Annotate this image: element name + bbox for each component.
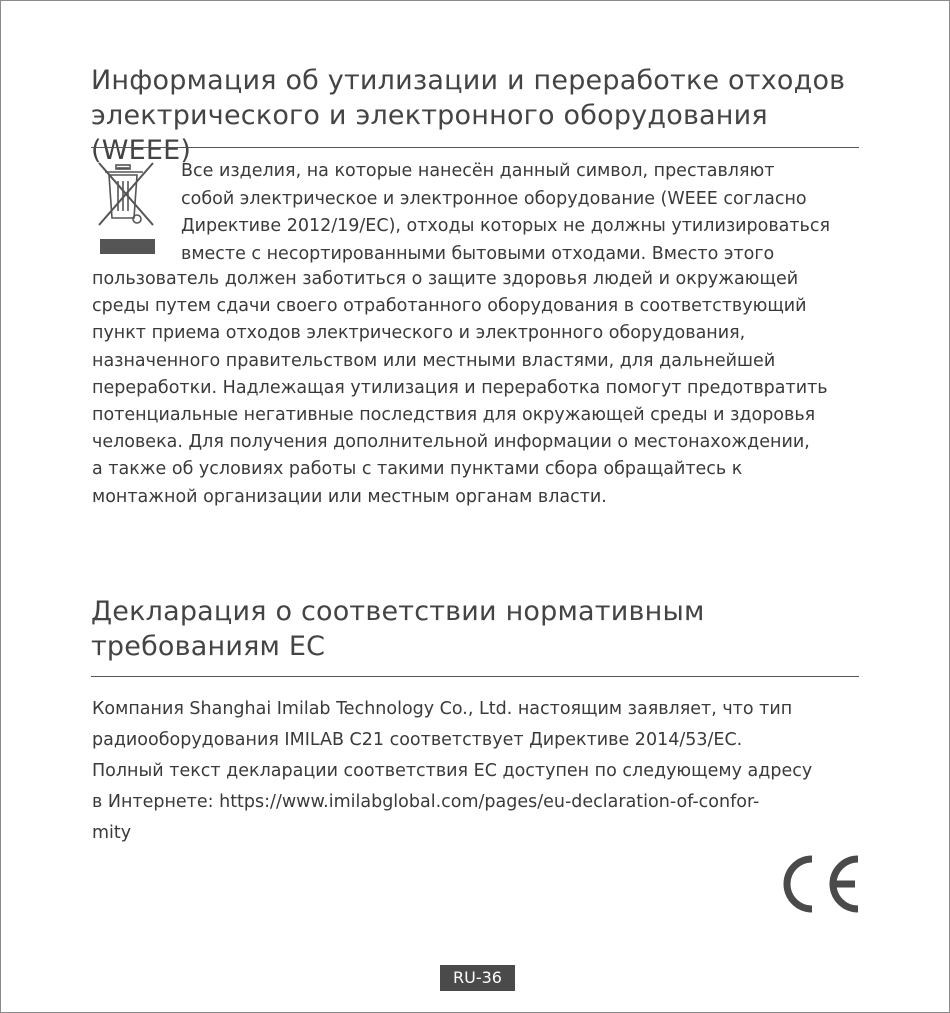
paragraph-line: вместе с несортированными бытовыми отходами. Вместо этого [181,243,775,264]
declaration-heading-rule [91,676,859,677]
paragraph-line: человека. Для получения дополнительной информации о местонахождении, [92,432,810,453]
paragraph-line: переработки. Надлежащая утилизация и переработка помогут предотвратить [92,377,828,398]
declaration-url-line: mity [92,823,132,843]
paragraph-line: Компания Shanghai Imilab Technology Co., Ltd. настоящим заявляет, что тип [92,699,793,719]
page-number-badge: RU-36 [440,965,515,991]
paragraph-line: Полный текст декларации соответствия ЕС доступен по следующему адресу [92,761,813,781]
weee-paragraph-full [92,266,828,511]
paragraph-line: пользователь должен заботиться о защите здоровья людей и окружающей [92,269,799,289]
paragraph-line: собой электрическое и электронное оборудование (WEEE согласно [181,188,807,209]
paragraph-line: Директиве 2012/19/ЕС), отходы которых не должны утилизироваться [181,216,831,236]
crossed-out-wheelie-bin-icon [96,161,158,257]
weee-heading: Информация об утилизации и переработке отходов электрического и электронного оборудования (WEEE) [91,65,846,166]
paragraph-line: радиооборудования IMILAB C21 соответствует Директиве 2014/53/ЕС. [92,730,743,750]
ce-mark-icon [775,853,861,915]
declaration-url-line: в Интернете: https://www.imilabglobal.com/pages/eu-declaration-of-confor- [92,792,760,812]
paragraph-line: пункт приема отходов электрического и электронного оборудования, [92,323,746,344]
paragraph-line: назначенного правительством или местными властями, для дальнейшей [92,350,776,371]
declaration-heading: Декларация о соответствии нормативным требованиям ЕС [91,596,705,662]
paragraph-line: Все изделия, на которые нанесён данный символ, преставляют [181,161,775,181]
paragraph-line: а также об условиях работы с такими пунктами сбора обращайтесь к [92,459,743,480]
weee-paragraph-wrapped [181,158,830,268]
paragraph-line: среды путем сдачи своего отработанного оборудования в соответствующий [92,296,807,317]
declaration-paragraph [92,694,812,849]
paragraph-line: монтажной организации или местным органам власти. [92,486,607,507]
paragraph-line: потенциальные негативные последствия для окружающей среды и здоровья [92,405,816,426]
weee-heading-rule [91,147,859,148]
